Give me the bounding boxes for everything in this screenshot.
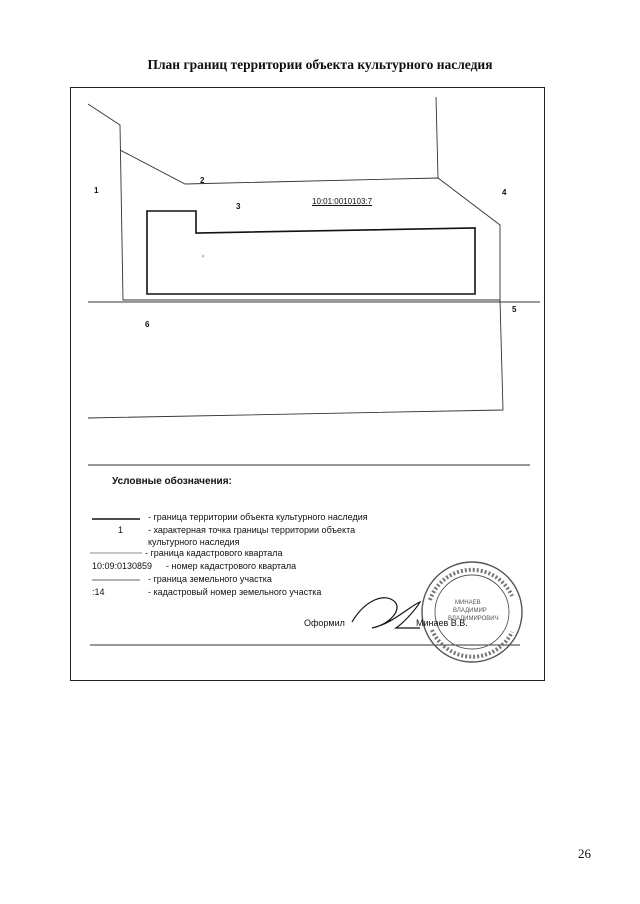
land-plot-boundary	[120, 150, 500, 300]
page-number: 26	[578, 846, 591, 861]
legend-item-quarter-boundary: - граница кадастрового квартала	[145, 548, 283, 558]
legend-item-plot-number: - кадастровый номер земельного участка	[148, 587, 322, 597]
point-label-3: 3	[236, 202, 241, 211]
cadastral-quarter-boundary	[88, 97, 540, 418]
stamp-name-line-3: ВЛАДИМИРОВИЧ	[448, 616, 499, 622]
stamp-name-line-1: МИНАЕВ	[455, 600, 481, 606]
heritage-territory-boundary	[147, 211, 475, 294]
inner-mark: ‹	[202, 252, 205, 260]
cadastral-number: 10:01:0010103:7	[312, 197, 373, 206]
stamp-name-line-2: ВЛАДИМИР	[453, 608, 487, 614]
legend-item-characteristic-point: - характерная точка границы территории объекта	[148, 525, 356, 535]
legend-symbol-point: 1	[118, 525, 124, 535]
signature-name: Минаев В.В.	[416, 618, 468, 628]
signature-label: Оформил	[304, 618, 345, 628]
legend-symbol-plot-number: :14	[92, 587, 105, 597]
point-label-6: 6	[145, 320, 150, 329]
page-title: План границ территории объекта культурного наследия	[147, 57, 493, 72]
legend-item-characteristic-point-cont: культурного наследия	[148, 537, 240, 547]
legend-item-heritage-boundary: - граница территории объекта культурного наследия	[148, 512, 368, 522]
point-label-2: 2	[200, 176, 205, 185]
legend-item-plot-boundary: - граница земельного участка	[148, 574, 272, 584]
legend-title: Условные обозначения:	[112, 476, 232, 487]
point-label-1: 1	[94, 186, 99, 195]
point-label-4: 4	[502, 188, 507, 197]
legend-item-quarter-number: - номер кадастрового квартала	[166, 561, 297, 571]
signature-scribble	[352, 598, 420, 628]
legend-symbol-quarter-number: 10:09:0130859	[92, 561, 153, 571]
point-label-5: 5	[512, 305, 517, 314]
